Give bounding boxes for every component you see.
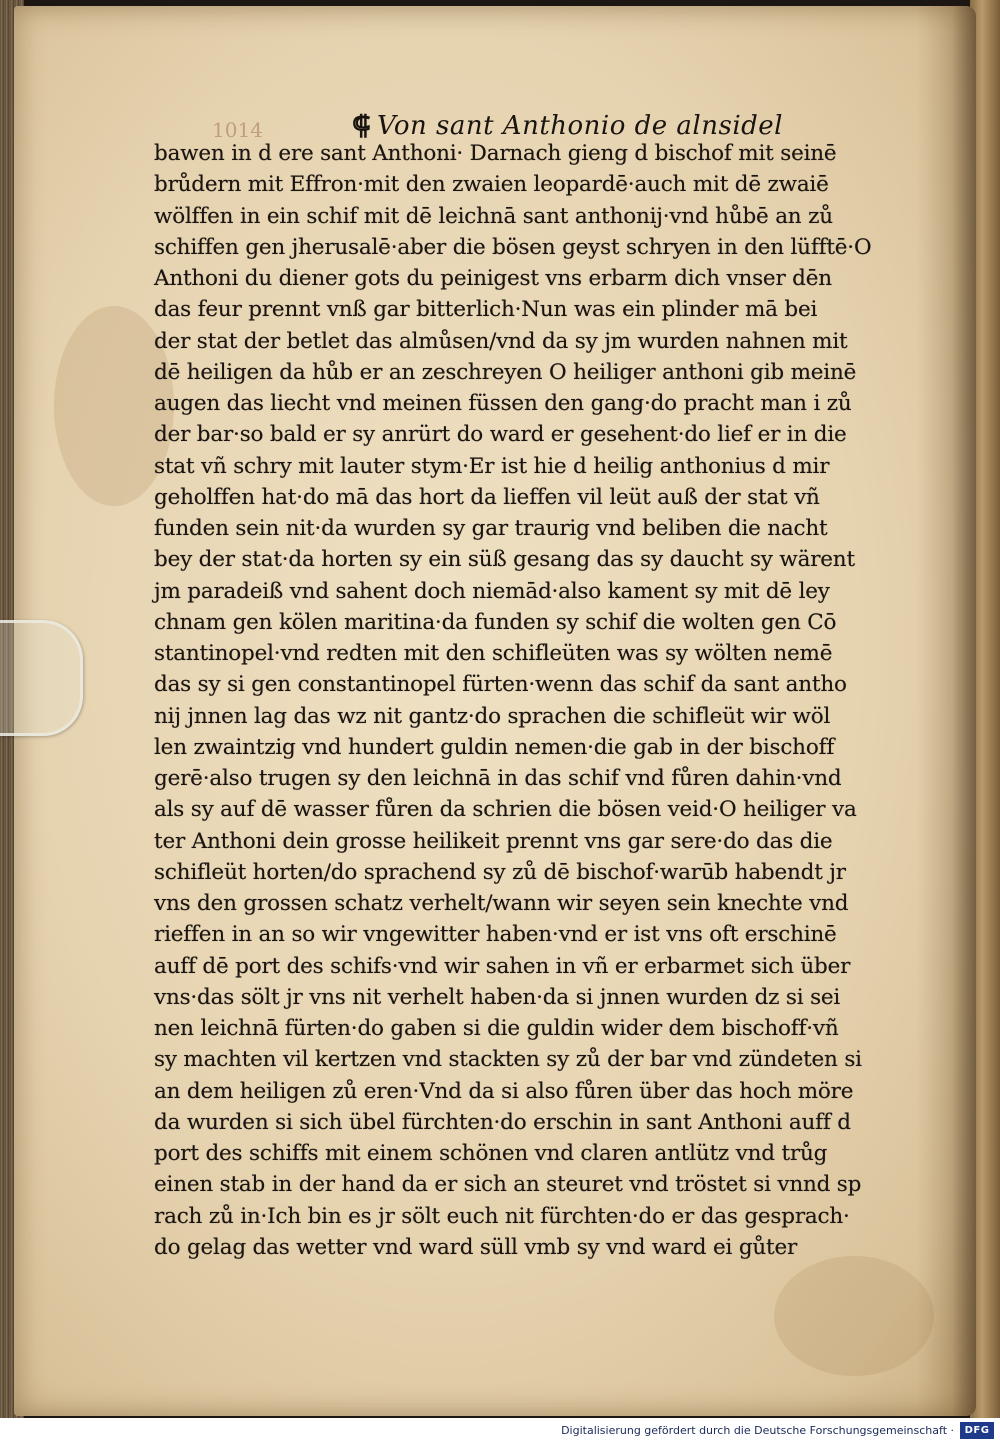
funding-credit: Digitalisierung gefördert durch die Deutsche Forschungsgemeinschaft · xyxy=(561,1424,954,1437)
paragraph-mark-icon: ⸿ xyxy=(352,111,371,141)
text-line: der stat der betlet das almůsen/vnd da sy jm wurden nahnen mit xyxy=(154,328,848,354)
text-line: stantinopel·vnd redten mit den schifleüten was sy wölten nemē xyxy=(154,641,833,666)
text-line: funden sein nit·da wurden sy gar traurig vnd beliben die nacht xyxy=(154,516,828,541)
text-line: jm paradeiß vnd sahent doch niemād·also kament sy mit dē ley xyxy=(154,578,830,604)
text-line: rach zů in·Ich bin es jr sölt euch nit fürchten·do er das gesprach· xyxy=(154,1203,850,1229)
text-line: sy machten vil kertzen vnd stackten sy zů der bar vnd zündeten si xyxy=(154,1047,862,1073)
text-line: vns den grossen schatz verhelt/wann wir seyen sein knechte vnd xyxy=(154,891,849,916)
page-stain xyxy=(774,1256,934,1376)
text-line: bey der stat·da horten sy ein süß gesang das sy daucht sy wärent xyxy=(154,547,855,573)
text-line: chnam gen kölen maritina·da funden sy schif die wolten gen Cō xyxy=(154,609,837,635)
text-line: schifleüt horten/do sprachend sy zů dē bischof·warūb habendt jr xyxy=(154,859,846,885)
text-line: nij jnnen lag das wz nit gantz·do sprachen die schifleüt wir wöl xyxy=(154,703,831,729)
bleed-through-text: 1014 xyxy=(212,118,263,142)
page-gutter-shadow xyxy=(916,6,976,1416)
text-line: der bar·so bald er sy anrürt do ward er gesehent·do lief er in die xyxy=(154,422,847,448)
text-line: als sy auf dē wasser fůren da schrien die bösen veid·O heiliger va xyxy=(154,797,857,823)
text-line: do gelag das wetter vnd ward süll vmb sy vnd ward ei gůter xyxy=(154,1234,798,1260)
text-line: gerē·also trugen sy den leichnā in das schif vnd fůren dahin·vnd xyxy=(154,766,842,791)
body-text xyxy=(154,138,874,1263)
text-line: stat vñ schry mit lauter stym·Er ist hie d heilig anthonius d mir xyxy=(154,453,830,479)
dfg-logo-icon: DFG xyxy=(960,1422,994,1439)
text-line: nen leichnā fürten·do gaben si die guldin wider dem bischoff·vñ xyxy=(154,1016,839,1041)
running-head xyxy=(352,106,783,142)
text-line: vns·das sölt jr vns nit verhelt haben·da si jnnen wurden dz si sei xyxy=(154,984,841,1010)
page-clip xyxy=(0,620,83,736)
text-line: ter Anthoni dein grosse heilikeit prennt vns gar sere·do das die xyxy=(154,828,833,854)
text-line: geholffen hat·do mā das hort da lieffen vil leüt auß der stat vñ xyxy=(154,484,820,510)
text-line: Anthoni du diener gots du peinigest vns erbarm dich vnser dēn xyxy=(154,266,832,291)
text-line: schiffen gen jherusalē·aber die bösen geyst schryen in den lüfftē·O xyxy=(154,234,872,260)
text-line: da wurden si sich übel fürchten·do erschin in sant Anthoni auff d xyxy=(154,1109,851,1135)
text-line: rieffen in an so wir vngewitter haben·vnd er ist vns oft erschinē xyxy=(154,922,837,948)
text-line: augen das liecht vnd meinen füssen den gang·do pracht man i zů xyxy=(154,391,852,416)
text-line: das feur prennt vnß gar bitterlich·Nun was ein plinder mā bei xyxy=(154,297,818,323)
text-line: len zwaintzig vnd hundert guldin nemen·die gab in der bischoff xyxy=(154,734,835,760)
text-line: auff dē port des schifs·vnd wir sahen in vñ er erbarmet sich über xyxy=(154,953,851,979)
running-head-title: Von sant Anthonio de alnsidel xyxy=(376,111,783,141)
text-line: an dem heiligen zů eren·Vnd da si also fůren über das hoch möre xyxy=(154,1078,854,1104)
text-line: brůdern mit Effron·mit den zwaien leopardē·auch mit dē zwaiē xyxy=(154,172,829,198)
text-line: einen stab in der hand da er sich an steuret vnd tröstet si vnnd sp xyxy=(154,1172,862,1198)
text-line: wölffen in ein schif mit dē leichnā sant anthonij·vnd hůbē an zů xyxy=(154,203,833,229)
footer-bar xyxy=(0,1418,1000,1444)
text-line: dē heiligen da hůb er an zeschreyen O heiliger anthoni gib meinē xyxy=(154,359,857,385)
text-line: port des schiffs mit einem schönen vnd claren antlütz vnd trůg xyxy=(154,1141,828,1166)
text-line: das sy si gen constantinopel fürten·wenn das schif da sant antho xyxy=(154,672,847,698)
text-line: bawen in d ere sant Anthoni· Darnach gieng d bischof mit seinē xyxy=(154,141,837,166)
